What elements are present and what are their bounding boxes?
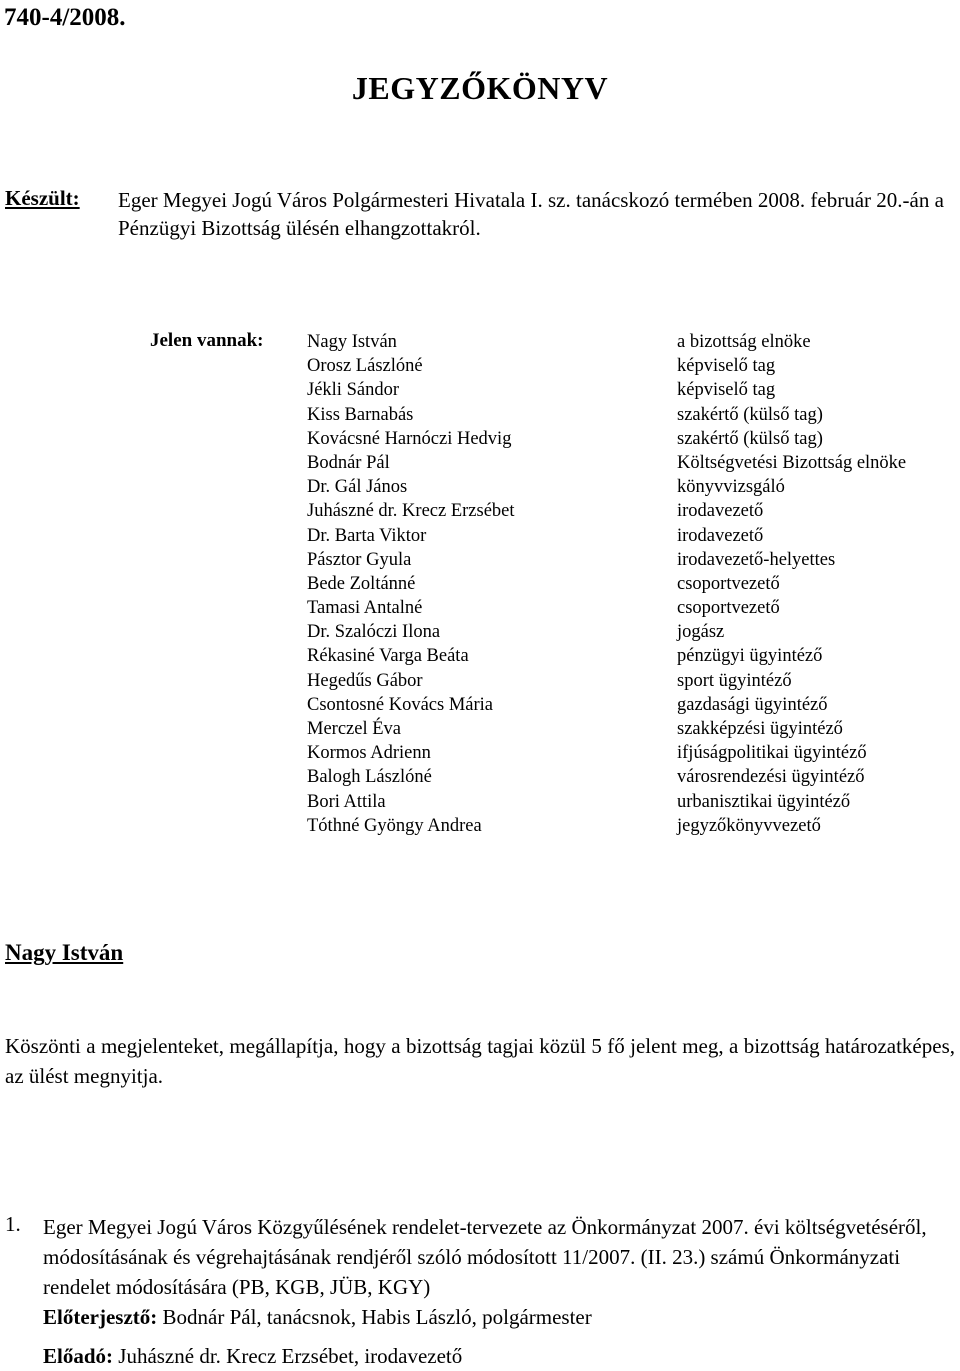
attendee-name: Bori Attila <box>307 791 386 812</box>
attendee-role: képviselő tag <box>677 380 776 401</box>
attendee-name: Dr. Szalóczi Ilona <box>307 622 441 643</box>
attendee-role: csoportvezető <box>677 573 780 594</box>
agenda-speaker-label: Előadó: <box>43 1344 114 1368</box>
attendee-name: Kiss Barnabás <box>307 404 414 425</box>
speaker-name: Nagy István <box>5 940 124 965</box>
attendee-role: könyvvizsgáló <box>677 477 785 498</box>
attendee-role: csoportvezető <box>677 598 780 619</box>
attendee-role: irodavezető <box>677 525 764 546</box>
attendee-names-column <box>307 330 515 838</box>
attendee-role: irodavezető <box>677 501 764 522</box>
attendee-name: Bede Zoltánné <box>307 573 416 594</box>
made-text: Eger Megyei Jogú Város Polgármesteri Hivatala I. sz. tanácskozó termében 2008. február 20.-án a Pénzügyi Bizottság ülésén elhangzottakról. <box>118 188 944 240</box>
attendee-role: jegyzőkönyvvezető <box>677 815 821 836</box>
attendee-role: képviselő tag <box>677 356 776 377</box>
attendee-name: Bodnár Pál <box>307 452 390 473</box>
attendee-name: Dr. Barta Viktor <box>307 525 427 546</box>
attendee-name: Merczel Éva <box>307 719 401 739</box>
agenda-speaker-value: Juhászné dr. Krecz Erzsébet, irodavezető <box>113 1344 463 1368</box>
document-title: JEGYZŐKÖNYV <box>351 70 609 106</box>
agenda-item-text: Eger Megyei Jogú Város Közgyűlésének rendelet-tervezete az Önkormányzat 2007. évi költségvetéséről, módosításának és végrehajtásának rendjéről szóló módosított 11/2007. (II. 23.) számú Önkormányzati rendelet módosítására (PB, KGB, JÜB, KGY) <box>43 1215 927 1299</box>
attendee-name: Hegedűs Gábor <box>307 670 423 691</box>
speaker-statement: Köszönti a megjelenteket, megállapítja, hogy a bizottság tagjai közül 5 fő jelent meg, a bizottság határozatképes, az ülést megnyitja. <box>5 1034 955 1088</box>
attendee-name: Tamasi Antalné <box>307 598 423 619</box>
attendee-role: pénzügyi ügyintéző <box>677 646 823 667</box>
attendee-role: sport ügyintéző <box>677 670 792 691</box>
attendee-role: szakképzési ügyintéző <box>677 719 843 739</box>
attendee-role: urbanisztikai ügyintéző <box>677 791 851 812</box>
attendee-name: Dr. Gál János <box>307 477 408 498</box>
attendee-name: Kovácsné Harnóczi Hedvig <box>307 428 512 449</box>
attendee-name: Rékasiné Varga Beáta <box>307 646 469 667</box>
attendee-role: ifjúságpolitikai ügyintéző <box>677 743 867 764</box>
attendee-name: Orosz Lászlóné <box>307 356 423 377</box>
attendee-role: szakértő (külső tag) <box>677 428 823 449</box>
attendee-role: a bizottság elnöke <box>677 332 811 352</box>
attendee-name: Kormos Adrienn <box>307 743 431 764</box>
agenda-speaker-line <box>43 1344 462 1369</box>
attendee-name: Nagy István <box>307 332 397 352</box>
attendee-role: irodavezető-helyettes <box>677 549 836 570</box>
attendee-name: Csontosné Kovács Mária <box>307 694 493 715</box>
agenda-item-number: 1. <box>5 1212 21 1236</box>
presenter-label: Előterjesztő: <box>43 1305 158 1329</box>
attendee-role: városrendezési ügyintéző <box>677 767 865 788</box>
attendee-role: szakértő (külső tag) <box>677 404 823 425</box>
attendee-name: Juhászné dr. Krecz Erzsébet <box>307 501 515 522</box>
agenda-presenter-line <box>43 1305 592 1330</box>
attendee-name: Pásztor Gyula <box>307 549 412 570</box>
attendee-name: Jékli Sándor <box>307 380 399 401</box>
attendee-name: Tóthné Gyöngy Andrea <box>307 815 482 836</box>
attendee-role: jogász <box>677 622 725 643</box>
attendees-label: Jelen vannak: <box>150 330 264 351</box>
attendee-name: Balogh Lászlóné <box>307 767 432 788</box>
attendee-role: Költségvetési Bizottság elnöke <box>677 452 907 473</box>
attendee-role: gazdasági ügyintéző <box>677 694 828 715</box>
presenter-value: Bodnár Pál, tanácsnok, Habis László, polgármester <box>157 1305 592 1329</box>
made-label: Készült: <box>5 186 80 210</box>
document-number: 740-4/2008. <box>4 4 126 31</box>
attendee-roles-column <box>677 330 906 838</box>
